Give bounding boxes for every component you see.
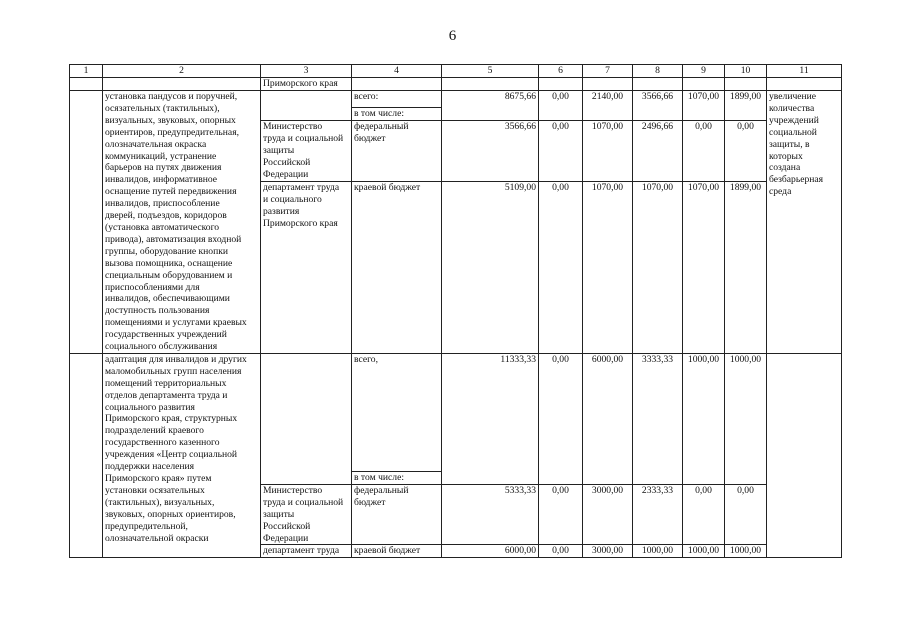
funding-source: всего, [352,353,442,471]
amount-total: 3566,66 [442,121,539,182]
amount-year: 1070,00 [583,121,633,182]
column-number: 11 [767,65,842,78]
funding-source: краевой бюджет [352,545,442,558]
page-number: 6 [448,28,457,44]
amount-year: 1000,00 [683,545,725,558]
column-number: 10 [725,65,767,78]
amount-year: 3000,00 [583,545,633,558]
amount-year: 1000,00 [725,545,767,558]
amount-year: 2333,33 [633,484,683,545]
table-row [70,91,842,108]
amount-year: 3566,66 [633,91,683,121]
amount-year: 0,00 [683,121,725,182]
amount-year: 1000,00 [633,545,683,558]
responsible-cell: Приморского края [261,78,352,91]
funding-source: краевой бюджет [352,181,442,353]
measure-description: установка пандусов и поручней, осязательных (тактильных), визуальных, звуковых, опорных ориентиров, предупредительная, олозначательная окраска коммуникаций, устранение барьеров на путях движения инвалидов, информативное оснащение путей передвижения инвалидов, приспособление дверей, подъездов, коридоров (установка автоматического привода), автоматизация входной группы, оборудование кнопки вызова помощника, оснащение специальным оборудованием и приспособлениями для инвалидов, обеспечивающими доступность пользования помещениями и услугами краевых государственных учреждений социального обслуживания [103,91,261,354]
amount-year: 1899,00 [725,181,767,353]
column-number: 7 [583,65,633,78]
program-table [69,64,842,558]
amount-year: 3000,00 [583,484,633,545]
amount-year: 0,00 [539,353,583,484]
table-row [70,78,842,91]
amount-year: 1070,00 [583,181,633,353]
amount-year: 2140,00 [583,91,633,121]
including-label: в том числе: [352,471,442,484]
column-number: 4 [352,65,442,78]
amount-year: 2496,66 [633,121,683,182]
amount-year: 0,00 [539,91,583,121]
column-number: 6 [539,65,583,78]
amount-year: 1070,00 [633,181,683,353]
column-number: 8 [633,65,683,78]
amount-year: 0,00 [725,484,767,545]
amount-year: 0,00 [725,121,767,182]
including-label: в том числе: [352,108,442,121]
amount-total: 11333,33 [442,353,539,484]
amount-total: 6000,00 [442,545,539,558]
amount-year: 1000,00 [725,353,767,484]
table-row [70,353,842,471]
responsible-cell: Министерство труда и социальной защиты Российской Федерации [261,121,352,182]
amount-year: 0,00 [683,484,725,545]
responsible-cell: департамент труда [261,545,352,558]
amount-total: 5333,33 [442,484,539,545]
funding-source: всего: [352,91,442,108]
amount-year: 0,00 [539,121,583,182]
column-number: 5 [442,65,539,78]
amount-year: 1070,00 [683,181,725,353]
expected-result: увеличение количества учреждений социальной защиты, в которых создана безбарьерная среда [767,91,842,354]
column-number: 9 [683,65,725,78]
amount-year: 0,00 [539,484,583,545]
amount-year: 3333,33 [633,353,683,484]
amount-total: 8675,66 [442,91,539,121]
responsible-cell: департамент труда и социального развития Приморского края [261,181,352,353]
amount-year: 6000,00 [583,353,633,484]
column-number: 1 [70,65,103,78]
amount-year: 1070,00 [683,91,725,121]
amount-year: 0,00 [539,545,583,558]
measure-description: адаптация для инвалидов и других маломобильных групп населения помещений территориальных отделов департамента труда и социального развития Приморского края, структурных подразделений краевого государственного казенного учреждения «Центр социальной поддержки населения Приморского края» путем установки осязательных (тактильных), визуальных, звуковых, опорных ориентиров, предупредительной, олозначательной окраски [103,353,261,558]
funding-source: федеральный бюджет [352,121,442,182]
amount-year: 1899,00 [725,91,767,121]
column-number: 3 [261,65,352,78]
amount-year: 0,00 [539,181,583,353]
amount-total: 5109,00 [442,181,539,353]
column-number: 2 [103,65,261,78]
amount-year: 1000,00 [683,353,725,484]
funding-source: федеральный бюджет [352,484,442,545]
responsible-cell: Министерство труда и социальной защиты Российской Федерации [261,484,352,545]
column-number-row [70,65,842,78]
